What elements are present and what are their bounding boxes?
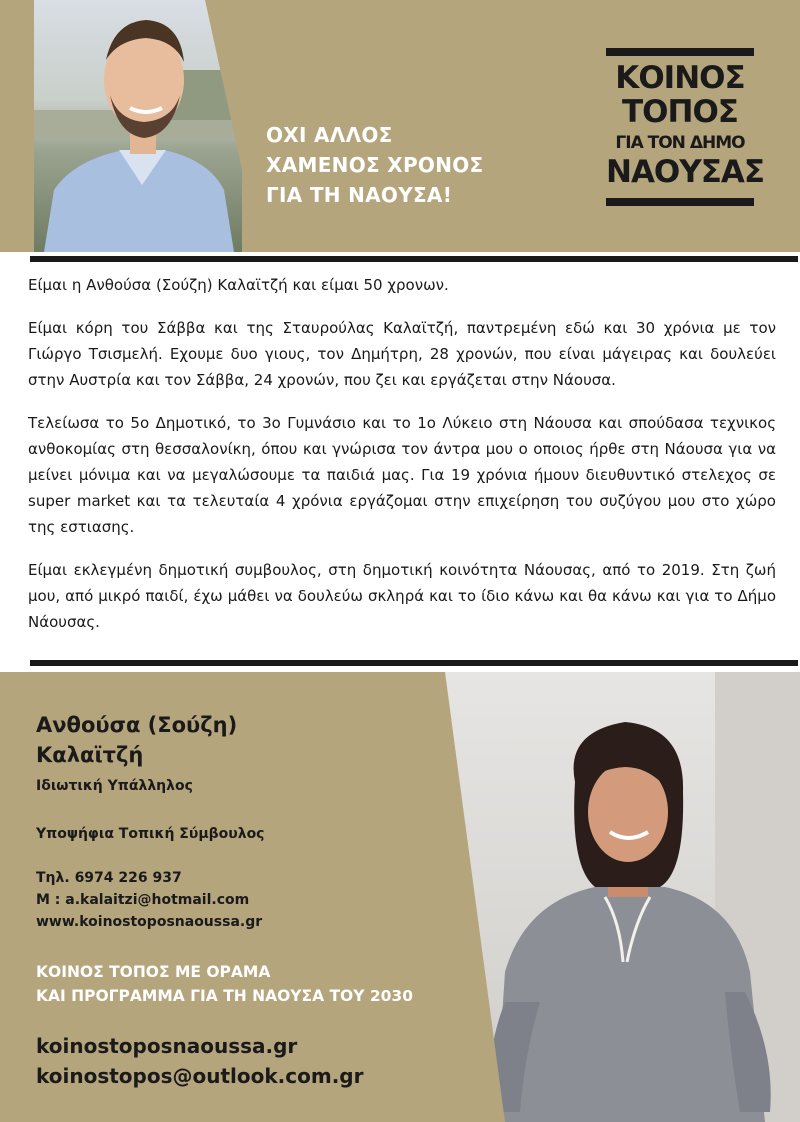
logo-line-1: ΚΟΙΝΟΣ [615,60,745,96]
program-line-1: ΚΟΙΝΟΣ ΤΟΠΟΣ ΜΕ ΟΡΑΜΑ [36,963,271,981]
contact-diagonal [445,672,505,1122]
bio-paragraph-3: Τελείωσα το 5ο Δημοτικό, το 3ο Γυμνάσιο και το 1ο Λύκειο στη Νάουσα και σπούδασα τεχνικος ανθοκομίας στη θεσσαλονίκη, όπου και γνώρισα τον άντρα μου ο οποιος ήρθε στη Νάουσα για να μείνει μόνιμα και να μεγαλώσουμε τα παιδιά μας. Για 19 χρόνια ήμουν διευθυντικό στελεχος σε super market και τα τελευταία 4 χρόνια εργάζομαι στην επιχείρηση του συζύγου μου στο χώρο της εστιασης. [28,414,776,536]
header-diagonal [205,0,260,252]
candidate-phone[interactable]: Τηλ. 6974 226 937 [36,870,182,886]
logo-line-2: ΤΟΠΟΣ [622,94,738,130]
candidate-website[interactable]: www.koinostoposnaoussa.gr [36,914,263,930]
logo-top-bar [606,48,754,56]
koinos-topos-logo [606,48,765,208]
bottom-divider [30,660,798,666]
bio-paragraph-1: Είμαι η Ανθούσα (Σούζη) Καλαϊτζή και είμαι 50 χρονων. [28,276,449,294]
bio-paragraph-4: Είμαι εκλεγμένη δημοτική συμβουλος, στη δημοτική κοινότητα Νάουσας, από το 2019. Στη ζωή μου, από μικρό παιδί, έχω μάθει να δουλεύω σκληρά και το ίδιο κάνω και θα κάνω και για το Δήμο Νάουσας. [28,561,776,631]
candidate-name-line-2: Καλαϊτζή [36,743,144,767]
logo-line-3: ΓΙΑ ΤΟΝ ΔΗΜΟ [615,133,745,153]
slogan-line-3: ΓΙΑ ΤΗ ΝΑΟΥΣΑ! [266,183,453,207]
candidate-email[interactable]: M : a.kalaitzi@hotmail.com [36,892,250,908]
candidate-name [36,710,396,770]
program-line-2: ΚΑΙ ΠΡΟΓΡΑΜΜΑ ΓΙΑ ΤΗ ΝΑΟΥΣΑ ΤΟΥ 2030 [36,987,413,1005]
footer-website-link[interactable]: koinostoposnaoussa.gr [36,1034,298,1058]
footer-email-link[interactable]: koinostopos@outlook.com.gr [36,1064,364,1088]
candidate-name-line-1: Ανθούσα (Σούζη) [36,713,238,737]
slogan-line-2: ΧΑΜΕΝΟΣ ΧΡΟΝΟΣ [266,153,484,177]
logo-line-4: ΝΑΟΥΣΑΣ [606,154,765,190]
biography [28,272,776,652]
candidate-occupation: Ιδιωτική Υπάλληλος [36,778,193,794]
slogan-line-1: ΟΧΙ ΑΛΛΟΣ [266,123,393,147]
top-divider [30,256,798,262]
logo-bottom-bar [606,198,754,206]
header-slogan [266,120,566,210]
program-slogan [36,960,413,1008]
bio-paragraph-2: Είμαι κόρη του Σάββα και της Σταυρούλας Καλαϊτζή, παντρεμένη εδώ και 30 χρόνια με τον Γιώργο Τσισμελή. Εχουμε δυο γιους, τον Δημήτρη, 28 χρονών, που είναι μάγειρας και δουλεύει στην Αυστρία και τον Σάββα, 24 χρονών, που ζει και εργάζεται στην Νάουσα. [28,319,776,389]
candidate-candidacy: Υποψήφια Τοπική Σύμβουλος [36,826,265,842]
